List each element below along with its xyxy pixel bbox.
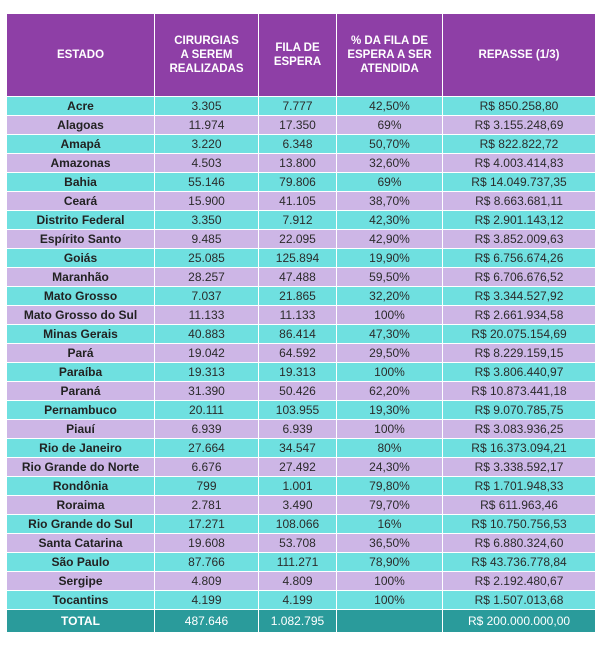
cell-cirurgias: 7.037 <box>155 287 259 306</box>
cell-cirurgias: 31.390 <box>155 382 259 401</box>
cell-repasse: R$ 10.750.756,53 <box>443 515 596 534</box>
cell-cirurgias: 4.809 <box>155 572 259 591</box>
cell-estado: Maranhão <box>7 268 155 287</box>
cell-cirurgias: 19.608 <box>155 534 259 553</box>
table-row <box>7 534 596 553</box>
cell-estado: Santa Catarina <box>7 534 155 553</box>
cell-fila-espera: 34.547 <box>259 439 337 458</box>
cell-percentual: 69% <box>337 116 443 135</box>
cell-fila-espera: 125.894 <box>259 249 337 268</box>
cell-cirurgias: 4.199 <box>155 591 259 610</box>
cell-estado: Mato Grosso do Sul <box>7 306 155 325</box>
cell-fila-espera: 11.133 <box>259 306 337 325</box>
cell-estado: Espírito Santo <box>7 230 155 249</box>
cell-cirurgias: 15.900 <box>155 192 259 211</box>
cell-estado: Ceará <box>7 192 155 211</box>
table-row <box>7 572 596 591</box>
table-row <box>7 192 596 211</box>
cell-fila-espera: 7.912 <box>259 211 337 230</box>
table-row <box>7 496 596 515</box>
cell-fila-espera: 108.066 <box>259 515 337 534</box>
cell-repasse: R$ 3.344.527,92 <box>443 287 596 306</box>
table-row <box>7 458 596 477</box>
cell-percentual: 100% <box>337 572 443 591</box>
cell-fila-espera: 50.426 <box>259 382 337 401</box>
cell-percentual: 47,30% <box>337 325 443 344</box>
cell-cirurgias: 3.350 <box>155 211 259 230</box>
cell-cirurgias: 87.766 <box>155 553 259 572</box>
cell-repasse: R$ 4.003.414,83 <box>443 154 596 173</box>
cell-estado: Paraíba <box>7 363 155 382</box>
cell-cirurgias: 2.781 <box>155 496 259 515</box>
cell-cirurgias: 9.485 <box>155 230 259 249</box>
total-label: TOTAL <box>7 610 155 633</box>
cell-cirurgias: 40.883 <box>155 325 259 344</box>
cell-repasse: R$ 6.706.676,52 <box>443 268 596 287</box>
cell-fila-espera: 103.955 <box>259 401 337 420</box>
cell-percentual: 38,70% <box>337 192 443 211</box>
cell-repasse: R$ 14.049.737,35 <box>443 173 596 192</box>
cell-cirurgias: 11.133 <box>155 306 259 325</box>
cell-cirurgias: 19.042 <box>155 344 259 363</box>
table-row <box>7 306 596 325</box>
cell-repasse: R$ 8.663.681,11 <box>443 192 596 211</box>
table-row <box>7 439 596 458</box>
cell-fila-espera: 111.271 <box>259 553 337 572</box>
cell-cirurgias: 799 <box>155 477 259 496</box>
total-repasse: R$ 200.000.000,00 <box>443 610 596 633</box>
cell-repasse: R$ 2.901.143,12 <box>443 211 596 230</box>
cell-repasse: R$ 850.258,80 <box>443 97 596 116</box>
cell-repasse: R$ 1.701.948,33 <box>443 477 596 496</box>
cell-percentual: 29,50% <box>337 344 443 363</box>
total-row <box>7 610 596 633</box>
cell-percentual: 79,70% <box>337 496 443 515</box>
cell-percentual: 59,50% <box>337 268 443 287</box>
cell-percentual: 42,50% <box>337 97 443 116</box>
cell-estado: Amazonas <box>7 154 155 173</box>
cell-repasse: R$ 3.083.936,25 <box>443 420 596 439</box>
cell-cirurgias: 4.503 <box>155 154 259 173</box>
total-fila-espera: 1.082.795 <box>259 610 337 633</box>
cell-estado: Distrito Federal <box>7 211 155 230</box>
cell-repasse: R$ 9.070.785,75 <box>443 401 596 420</box>
cell-cirurgias: 27.664 <box>155 439 259 458</box>
cell-percentual: 100% <box>337 363 443 382</box>
table-row <box>7 591 596 610</box>
cell-fila-espera: 19.313 <box>259 363 337 382</box>
cell-percentual: 79,80% <box>337 477 443 496</box>
cell-percentual: 36,50% <box>337 534 443 553</box>
cell-fila-espera: 64.592 <box>259 344 337 363</box>
cell-estado: Sergipe <box>7 572 155 591</box>
table-row <box>7 515 596 534</box>
cell-estado: Rio de Janeiro <box>7 439 155 458</box>
cell-cirurgias: 20.111 <box>155 401 259 420</box>
cell-estado: Pernambuco <box>7 401 155 420</box>
cell-repasse: R$ 16.373.094,21 <box>443 439 596 458</box>
cell-fila-espera: 4.199 <box>259 591 337 610</box>
total-percentual <box>337 610 443 633</box>
table-row <box>7 363 596 382</box>
cell-fila-espera: 7.777 <box>259 97 337 116</box>
cell-repasse: R$ 2.192.480,67 <box>443 572 596 591</box>
cell-repasse: R$ 611.963,46 <box>443 496 596 515</box>
table-row <box>7 553 596 572</box>
cell-repasse: R$ 6.880.324,60 <box>443 534 596 553</box>
cell-percentual: 42,30% <box>337 211 443 230</box>
cell-fila-espera: 1.001 <box>259 477 337 496</box>
table-row <box>7 249 596 268</box>
table-row <box>7 268 596 287</box>
header-percentual: % DA FILA DE ESPERA A SER ATENDIDA <box>337 14 443 97</box>
cell-estado: Tocantins <box>7 591 155 610</box>
cell-cirurgias: 3.220 <box>155 135 259 154</box>
cell-fila-espera: 4.809 <box>259 572 337 591</box>
cell-estado: Acre <box>7 97 155 116</box>
header-row <box>7 14 596 97</box>
cell-percentual: 100% <box>337 591 443 610</box>
cell-fila-espera: 6.348 <box>259 135 337 154</box>
cell-percentual: 32,20% <box>337 287 443 306</box>
header-estado: ESTADO <box>7 14 155 97</box>
cell-fila-espera: 6.939 <box>259 420 337 439</box>
cell-repasse: R$ 6.756.674,26 <box>443 249 596 268</box>
cell-fila-espera: 17.350 <box>259 116 337 135</box>
cell-percentual: 50,70% <box>337 135 443 154</box>
cell-repasse: R$ 43.736.778,84 <box>443 553 596 572</box>
cell-fila-espera: 27.492 <box>259 458 337 477</box>
cell-percentual: 16% <box>337 515 443 534</box>
header-cirurgias: CIRURGIAS A SEREM REALIZADAS <box>155 14 259 97</box>
cell-fila-espera: 21.865 <box>259 287 337 306</box>
cell-fila-espera: 47.488 <box>259 268 337 287</box>
cell-cirurgias: 17.271 <box>155 515 259 534</box>
cell-estado: Rio Grande do Norte <box>7 458 155 477</box>
table-row <box>7 116 596 135</box>
cell-fila-espera: 53.708 <box>259 534 337 553</box>
cell-repasse: R$ 3.155.248,69 <box>443 116 596 135</box>
total-cirurgias: 487.646 <box>155 610 259 633</box>
cell-cirurgias: 25.085 <box>155 249 259 268</box>
cell-cirurgias: 19.313 <box>155 363 259 382</box>
cell-fila-espera: 3.490 <box>259 496 337 515</box>
cell-percentual: 100% <box>337 306 443 325</box>
cell-percentual: 19,90% <box>337 249 443 268</box>
cell-estado: Goiás <box>7 249 155 268</box>
cell-cirurgias: 28.257 <box>155 268 259 287</box>
cell-cirurgias: 55.146 <box>155 173 259 192</box>
cell-cirurgias: 3.305 <box>155 97 259 116</box>
cell-estado: Rondônia <box>7 477 155 496</box>
cell-estado: Roraima <box>7 496 155 515</box>
table-row <box>7 135 596 154</box>
cell-fila-espera: 22.095 <box>259 230 337 249</box>
cell-estado: Paraná <box>7 382 155 401</box>
table-row <box>7 230 596 249</box>
table-row <box>7 325 596 344</box>
cell-estado: Minas Gerais <box>7 325 155 344</box>
cell-cirurgias: 6.676 <box>155 458 259 477</box>
table-row <box>7 344 596 363</box>
cell-cirurgias: 6.939 <box>155 420 259 439</box>
cell-percentual: 24,30% <box>337 458 443 477</box>
cell-repasse: R$ 10.873.441,18 <box>443 382 596 401</box>
cell-fila-espera: 86.414 <box>259 325 337 344</box>
cell-estado: Pará <box>7 344 155 363</box>
cell-repasse: R$ 3.338.592,17 <box>443 458 596 477</box>
cell-repasse: R$ 822.822,72 <box>443 135 596 154</box>
data-table-container <box>6 13 595 633</box>
table-row <box>7 97 596 116</box>
cell-estado: Piauí <box>7 420 155 439</box>
cell-fila-espera: 13.800 <box>259 154 337 173</box>
table-row <box>7 211 596 230</box>
cell-repasse: R$ 3.806.440,97 <box>443 363 596 382</box>
table-row <box>7 401 596 420</box>
table-row <box>7 154 596 173</box>
cell-percentual: 78,90% <box>337 553 443 572</box>
table-row <box>7 173 596 192</box>
cell-percentual: 80% <box>337 439 443 458</box>
header-fila-espera: FILA DE ESPERA <box>259 14 337 97</box>
cell-estado: Bahia <box>7 173 155 192</box>
cell-estado: Rio Grande do Sul <box>7 515 155 534</box>
cell-percentual: 69% <box>337 173 443 192</box>
cell-estado: Alagoas <box>7 116 155 135</box>
cell-percentual: 62,20% <box>337 382 443 401</box>
table-row <box>7 287 596 306</box>
cell-repasse: R$ 3.852.009,63 <box>443 230 596 249</box>
header-repasse: REPASSE (1/3) <box>443 14 596 97</box>
cell-cirurgias: 11.974 <box>155 116 259 135</box>
cell-estado: São Paulo <box>7 553 155 572</box>
surgery-waitlist-table <box>6 13 596 633</box>
cell-repasse: R$ 2.661.934,58 <box>443 306 596 325</box>
cell-repasse: R$ 20.075.154,69 <box>443 325 596 344</box>
cell-estado: Amapá <box>7 135 155 154</box>
cell-repasse: R$ 1.507.013,68 <box>443 591 596 610</box>
cell-percentual: 100% <box>337 420 443 439</box>
cell-fila-espera: 79.806 <box>259 173 337 192</box>
cell-fila-espera: 41.105 <box>259 192 337 211</box>
cell-percentual: 19,30% <box>337 401 443 420</box>
cell-percentual: 42,90% <box>337 230 443 249</box>
table-row <box>7 382 596 401</box>
table-row <box>7 477 596 496</box>
table-row <box>7 420 596 439</box>
cell-repasse: R$ 8.229.159,15 <box>443 344 596 363</box>
cell-percentual: 32,60% <box>337 154 443 173</box>
cell-estado: Mato Grosso <box>7 287 155 306</box>
